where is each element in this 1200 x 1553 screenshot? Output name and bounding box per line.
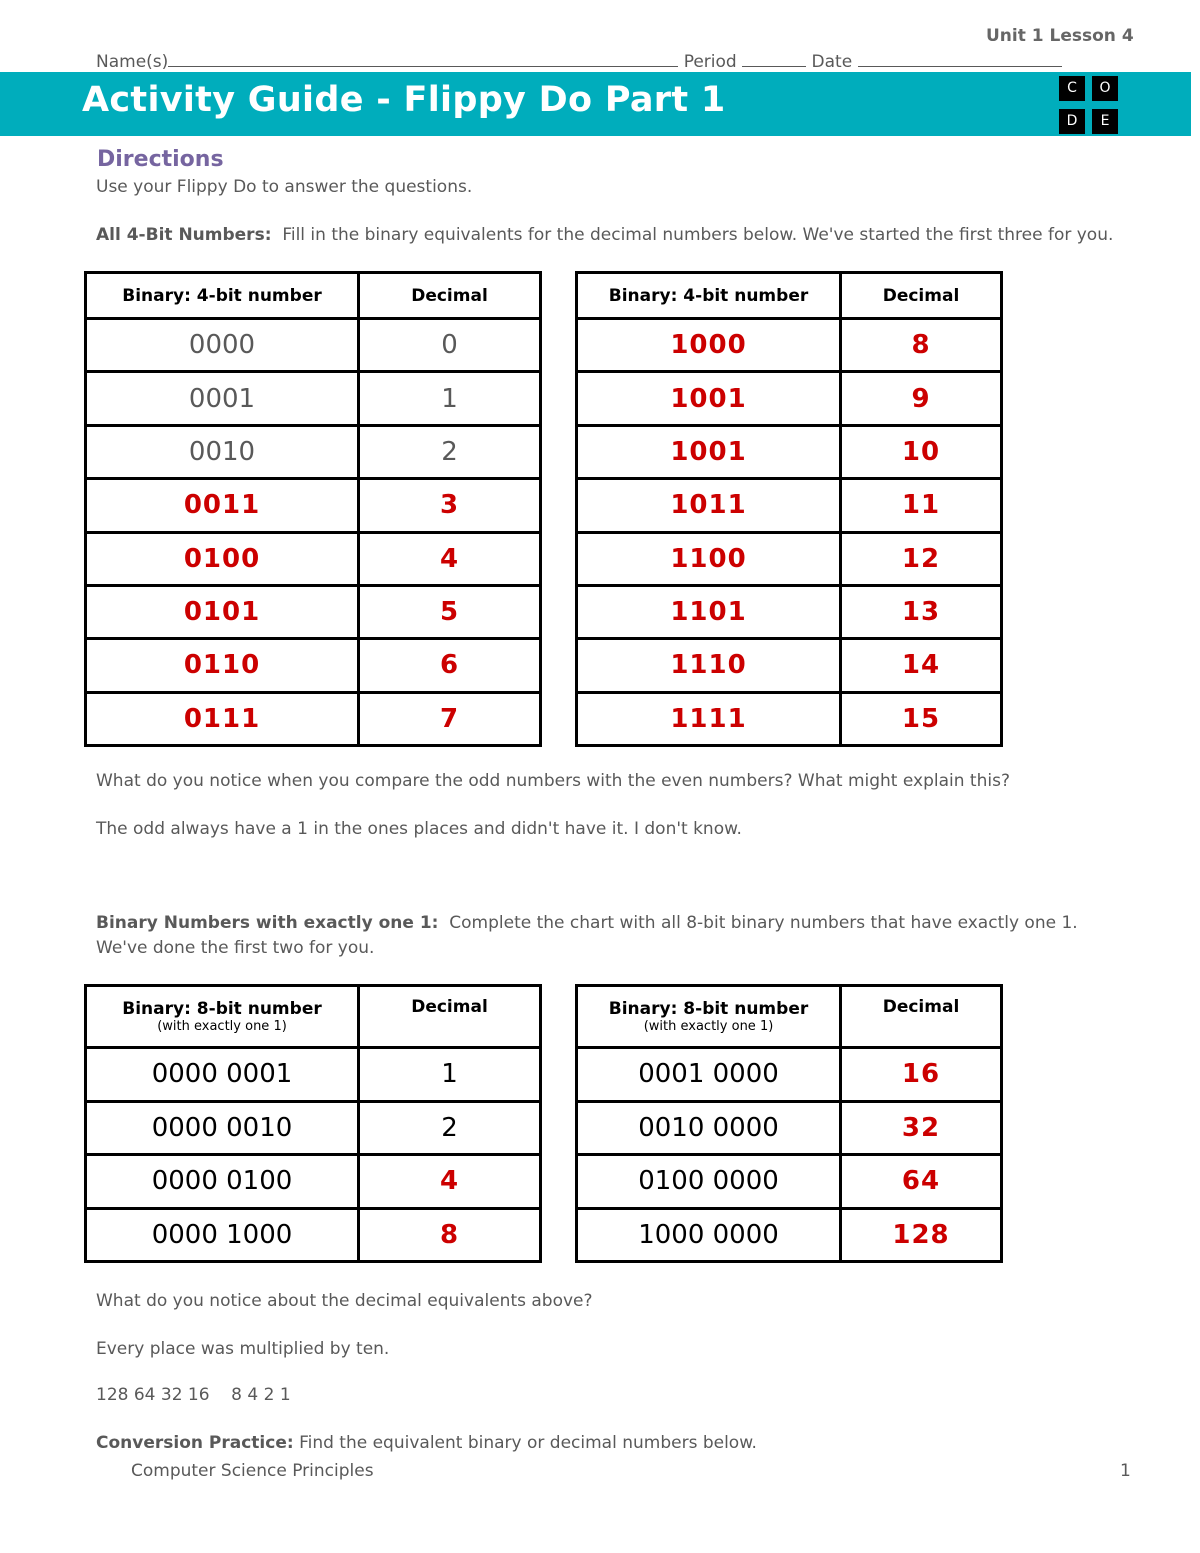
binary-cell[interactable]: 1100 (577, 532, 841, 585)
table-row (86, 532, 541, 585)
decimal-cell[interactable]: 13 (841, 585, 1002, 638)
binary-cell[interactable]: 1001 (577, 372, 841, 425)
binary-cell[interactable]: 0110 (86, 639, 359, 692)
directions-heading: Directions (97, 147, 224, 172)
binary-cell[interactable]: 0000 0001 (86, 1048, 359, 1102)
name-blank[interactable] (168, 50, 678, 67)
decimal-cell[interactable]: 1 (359, 372, 541, 425)
decimal-cell[interactable]: 0 (359, 319, 541, 372)
section1-instruction (96, 225, 1113, 245)
binary-cell[interactable]: 0100 0000 (577, 1155, 841, 1209)
table-row (577, 532, 1002, 585)
table-row (577, 585, 1002, 638)
col-header-decimal: Decimal (359, 986, 541, 1048)
section2-instruction (96, 913, 1078, 933)
table-8bit-right (575, 984, 1003, 1263)
decimal-cell[interactable]: 32 (841, 1101, 1002, 1155)
decimal-cell[interactable]: 12 (841, 532, 1002, 585)
table-row (86, 1208, 541, 1262)
binary-cell[interactable]: 0000 (86, 319, 359, 372)
binary-cell[interactable]: 0000 0100 (86, 1155, 359, 1209)
binary-cell[interactable]: 1001 (577, 425, 841, 478)
table-row (577, 1048, 1002, 1102)
name-label: Name(s) (96, 52, 169, 72)
decimal-cell[interactable]: 2 (359, 425, 541, 478)
decimal-cell[interactable]: 4 (359, 532, 541, 585)
binary-cell[interactable]: 0011 (86, 479, 359, 532)
col-header-binary: Binary: 4-bit number (577, 273, 841, 319)
table-4bit-left (84, 271, 542, 747)
decimal-cell[interactable]: 10 (841, 425, 1002, 478)
col-header-decimal: Decimal (359, 273, 541, 319)
decimal-cell[interactable]: 14 (841, 639, 1002, 692)
decimal-cell[interactable]: 6 (359, 639, 541, 692)
decimal-cell[interactable]: 4 (359, 1155, 541, 1209)
table-row (86, 692, 541, 745)
binary-cell[interactable]: 0101 (86, 585, 359, 638)
date-blank[interactable] (858, 50, 1062, 67)
col-header-decimal: Decimal (841, 273, 1002, 319)
table-row (577, 639, 1002, 692)
binary-cell[interactable]: 0010 (86, 425, 359, 478)
section1-instruction-text: Fill in the binary equivalents for the decimal numbers below. We've started the first three for you. (282, 225, 1114, 245)
code-logo (1059, 76, 1119, 134)
logo-letter-c: C (1059, 76, 1085, 101)
binary-cell[interactable]: 0010 0000 (577, 1101, 841, 1155)
table-row (577, 1101, 1002, 1155)
logo-letter-e: E (1092, 109, 1118, 134)
section3-instruction-text: Find the equivalent binary or decimal numbers below. (299, 1433, 757, 1453)
decimal-cell[interactable]: 7 (359, 692, 541, 745)
col-header-decimal: Decimal (841, 986, 1002, 1048)
table-row (577, 319, 1002, 372)
decimal-cell[interactable]: 3 (359, 479, 541, 532)
table-8bit-left (84, 984, 542, 1263)
section2-question: What do you notice about the decimal equivalents above? (96, 1291, 593, 1311)
binary-cell[interactable]: 0001 (86, 372, 359, 425)
directions-text: Use your Flippy Do to answer the questions. (96, 177, 473, 197)
col-header-binary-subtitle: (with exactly one 1) (643, 1019, 774, 1034)
page-title: Activity Guide - Flippy Do Part 1 (82, 80, 726, 120)
col-header-binary-subtitle: (with exactly one 1) (157, 1019, 287, 1034)
decimal-cell[interactable]: 8 (359, 1208, 541, 1262)
table-row (86, 425, 541, 478)
table-row (86, 372, 541, 425)
binary-cell[interactable]: 0100 (86, 532, 359, 585)
binary-cell[interactable]: 1000 0000 (577, 1208, 841, 1262)
table-row (86, 639, 541, 692)
binary-cell[interactable]: 0000 1000 (86, 1208, 359, 1262)
table-row (577, 1155, 1002, 1209)
section2-instruction-line1: Complete the chart with all 8-bit binary numbers that have exactly one 1. (449, 913, 1078, 933)
decimal-cell[interactable]: 1 (359, 1048, 541, 1102)
col-header-binary (577, 986, 841, 1048)
section3-instruction (96, 1433, 757, 1453)
table-row (577, 372, 1002, 425)
period-blank[interactable] (742, 50, 806, 67)
decimal-cell[interactable]: 5 (359, 585, 541, 638)
table-row (86, 1048, 541, 1102)
table-row (86, 1155, 541, 1209)
binary-cell[interactable]: 1111 (577, 692, 841, 745)
binary-cell[interactable]: 1110 (577, 639, 841, 692)
table-row (86, 1101, 541, 1155)
binary-cell[interactable]: 0001 0000 (577, 1048, 841, 1102)
table-row (86, 585, 541, 638)
table-row (577, 425, 1002, 478)
section3-label: Conversion Practice: (96, 1433, 294, 1453)
col-header-binary-title: Binary: 8-bit number (122, 999, 322, 1019)
footer-page-number: 1 (1120, 1461, 1131, 1481)
footer-course: Computer Science Principles (131, 1461, 374, 1481)
date-label: Date (811, 52, 853, 72)
decimal-cell[interactable]: 128 (841, 1208, 1002, 1262)
binary-cell[interactable]: 1000 (577, 319, 841, 372)
binary-cell[interactable]: 0111 (86, 692, 359, 745)
binary-cell[interactable]: 1101 (577, 585, 841, 638)
table-row (86, 479, 541, 532)
table-row (577, 479, 1002, 532)
col-header-binary (86, 986, 359, 1048)
binary-cell[interactable]: 0000 0010 (86, 1101, 359, 1155)
table-row (86, 319, 541, 372)
section2-instruction-line2: We've done the first two for you. (96, 938, 375, 958)
col-header-binary: Binary: 4-bit number (86, 273, 359, 319)
decimal-cell[interactable]: 2 (359, 1101, 541, 1155)
period-label: Period (683, 52, 737, 72)
table-4bit-right (575, 271, 1003, 747)
col-header-binary-title: Binary: 8-bit number (608, 999, 809, 1019)
table-row (577, 1208, 1002, 1262)
logo-letter-o: O (1092, 76, 1118, 101)
section1-question: What do you notice when you compare the odd numbers with the even numbers? What might explain this? (96, 771, 1010, 791)
section1-answer[interactable]: The odd always have a 1 in the ones places and didn't have it. I don't know. (96, 819, 742, 839)
decimal-cell[interactable]: 15 (841, 692, 1002, 745)
binary-cell[interactable]: 1011 (577, 479, 841, 532)
logo-letter-d: D (1059, 109, 1085, 134)
table-row (577, 692, 1002, 745)
decimal-cell[interactable]: 8 (841, 319, 1002, 372)
section2-label: Binary Numbers with exactly one 1: (96, 913, 439, 933)
section2-answer[interactable]: Every place was multiplied by ten. (96, 1339, 390, 1359)
unit-lesson-label: Unit 1 Lesson 4 (986, 26, 1134, 46)
section1-label: All 4-Bit Numbers: (96, 225, 272, 245)
decimal-cell[interactable]: 11 (841, 479, 1002, 532)
place-values-note[interactable]: 128 64 32 16 8 4 2 1 (96, 1385, 291, 1405)
decimal-cell[interactable]: 64 (841, 1155, 1002, 1209)
decimal-cell[interactable]: 9 (841, 372, 1002, 425)
name-period-date-line (96, 50, 1062, 72)
decimal-cell[interactable]: 16 (841, 1048, 1002, 1102)
